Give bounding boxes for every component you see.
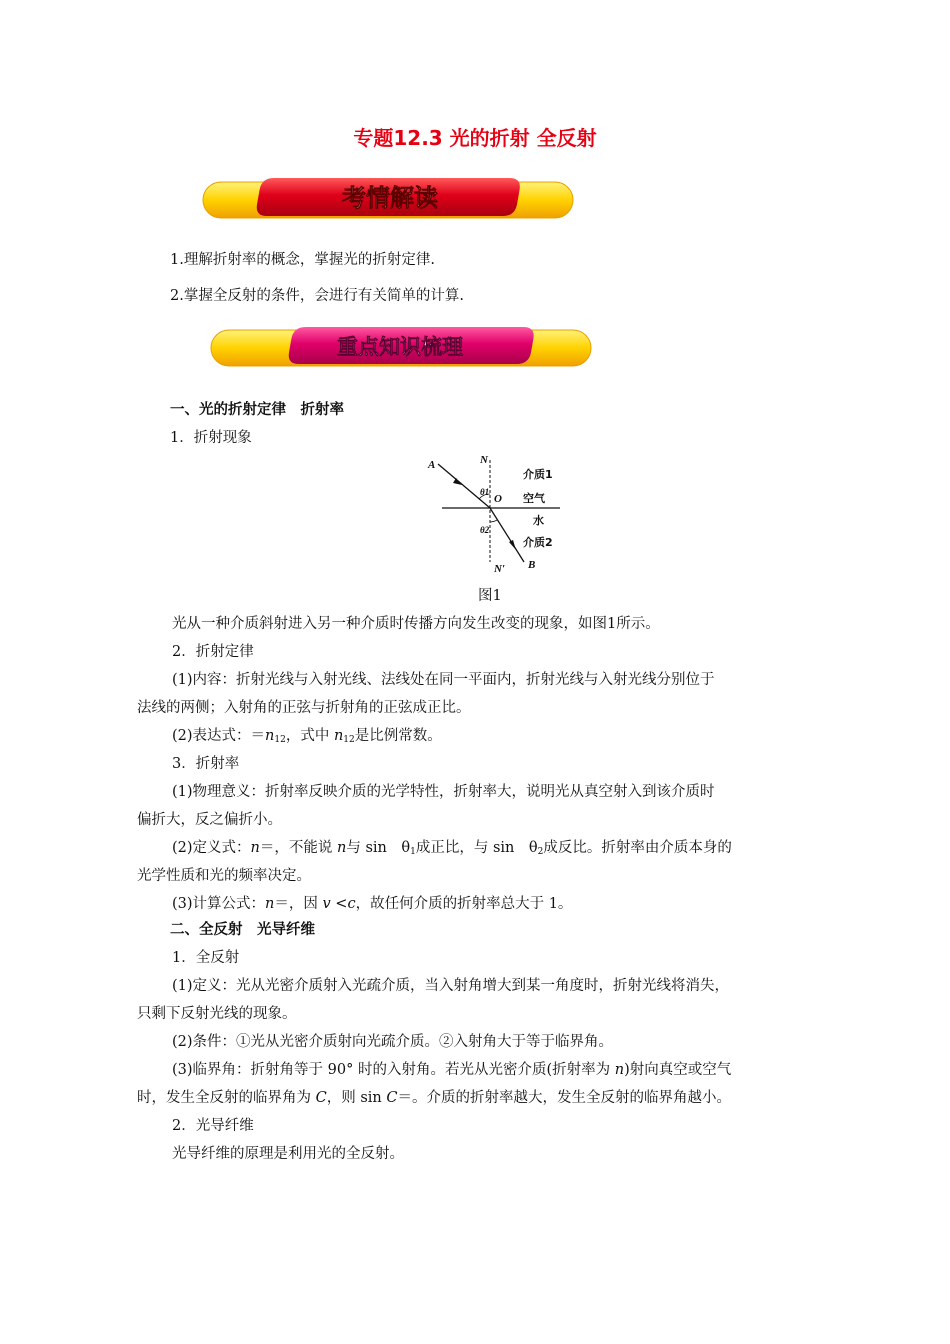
label-medium2: 介质2 — [523, 536, 553, 549]
item-total-reflection: 1．全反射 — [172, 950, 240, 966]
label-o: O — [494, 493, 502, 505]
fiber-principle: 光导纤维的原理是利用光的全反射。 — [172, 1146, 404, 1162]
label-theta2: θ2 — [480, 525, 490, 535]
ri-definition-line2: 光学性质和光的频率决定。 — [137, 868, 311, 884]
refracted-ray — [490, 508, 524, 562]
tr-definition-line2: 只剩下反射光线的现象。 — [137, 1006, 297, 1022]
objective-1: 1.理解折射率的概念，掌握光的折射定律. — [170, 252, 435, 268]
law-expression: (2)表达式：$=n_{12}$，式中 $n_{12}$是比例常数。 — [172, 728, 442, 745]
section-heading-refraction: 一、光的折射定律 折射率 — [170, 402, 344, 418]
banner-exam-analysis — [200, 176, 576, 222]
incident-arrow — [453, 478, 462, 485]
ri-meaning-line2: 偏折大，反之偏折小。 — [137, 812, 282, 828]
objective-2: 2.掌握全反射的条件，会进行有关简单的计算. — [170, 288, 464, 304]
label-a: A — [428, 459, 436, 471]
incident-ray — [438, 464, 490, 508]
label-n: N — [480, 454, 488, 466]
label-water: 水 — [533, 514, 544, 527]
banner-text: 重点知识梳理 — [337, 335, 463, 359]
tr-definition-line1: (1)定义：光从光密介质射入光疏介质，当入射角增大到某一角度时，折射光线将消失， — [172, 978, 730, 994]
ri-definition-line1: (2)定义式：n＝，不能说 n与 sin $\theta_1$成正比，与 sin $\theta_2$成反比。折射率由介质本身的 — [172, 840, 732, 857]
law-content-line1: (1)内容：折射光线与入射光线、法线处在同一平面内，折射光线与入射光线分别位于 — [172, 672, 715, 688]
paragraph-phenomenon: 光从一种介质斜射进入另一种介质时传播方向发生改变的现象，如图1所示。 — [172, 616, 660, 632]
theta2-arc — [490, 520, 497, 522]
section-heading-total-reflection: 二、全反射 光导纤维 — [170, 922, 315, 938]
ri-meaning-line1: (1)物理意义：折射率反映介质的光学特性，折射率大，说明光从真空射入到该介质时 — [172, 784, 715, 800]
tr-critical-line1: (3)临界角：折射角等于 90° 时的入射角。若光从光密介质(折射率为 n)射向真空或空气 — [172, 1062, 732, 1078]
label-b: B — [528, 559, 536, 571]
page-title: 专题12.3 光的折射 全反射 — [353, 126, 597, 150]
label-n-prime: N′ — [494, 563, 506, 575]
banner-key-knowledge — [208, 324, 594, 370]
refraction-diagram — [420, 450, 570, 580]
label-medium1: 介质1 — [523, 468, 553, 481]
item-refractive-index: 3．折射率 — [172, 756, 240, 772]
label-theta1: θ1 — [480, 487, 490, 497]
banner-text: 考情解读 — [342, 184, 438, 212]
tr-critical-line2: 时，发生全反射的临界角为 C，则 sin C＝。介质的折射率越大，发生全反射的临界角越小。 — [137, 1090, 731, 1106]
item-refraction-law: 2．折射定律 — [172, 644, 254, 660]
law-content-line2: 法线的两侧；入射角的正弦与折射角的正弦成正比。 — [137, 700, 471, 716]
item-optical-fiber: 2．光导纤维 — [172, 1118, 254, 1134]
ri-calculation: (3)计算公式：n＝，因 v <c，故任何介质的折射率总大于 1。 — [172, 896, 573, 912]
item-refraction-phenomenon: 1．折射现象 — [170, 430, 252, 446]
refracted-arrow — [509, 540, 516, 550]
label-air: 空气 — [523, 492, 545, 505]
tr-condition: (2)条件：①光从光密介质射向光疏介质。②入射角大于等于临界角。 — [172, 1034, 614, 1050]
figure-caption: 图1 — [478, 588, 502, 604]
